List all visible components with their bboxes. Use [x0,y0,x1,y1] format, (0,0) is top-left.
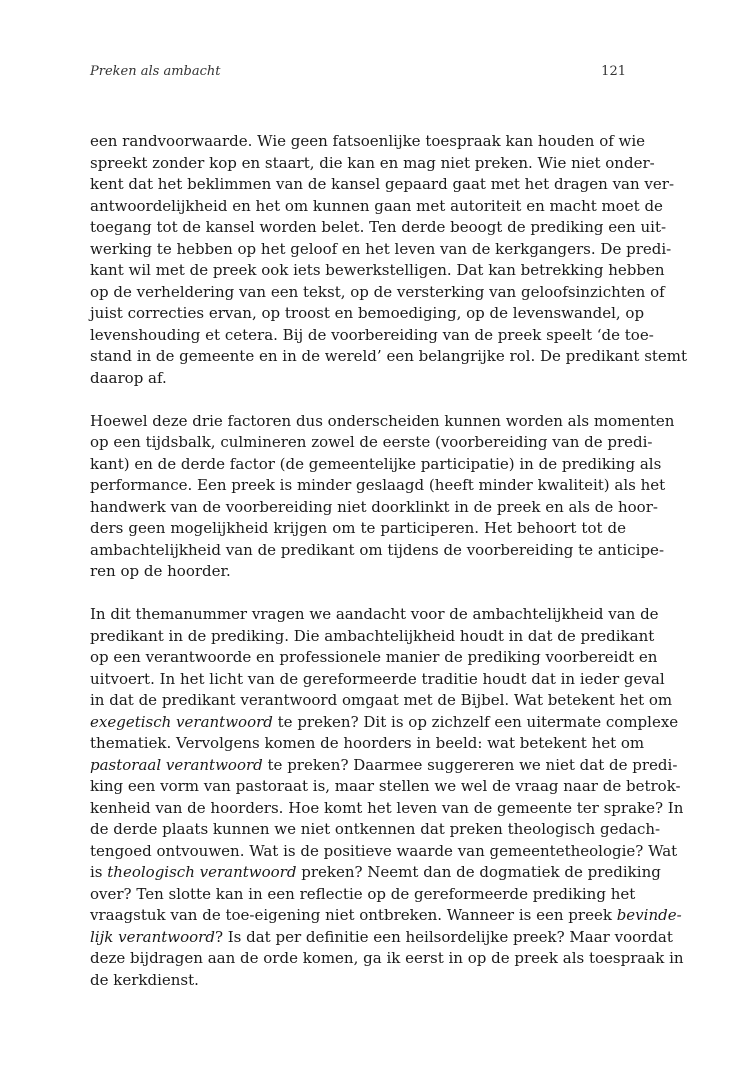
text-line: performance. Een preek is minder geslaagd (heeft minder kwaliteit) als het [90,476,666,494]
text-line: op een tijdsbalk, culmineren zowel de eerste (voorbereiding van de predi- [90,433,653,451]
text-line: op een verantwoorde en professionele manier de prediking voorbereidt en [90,648,658,666]
text-line: In dit themanummer vragen we aandacht voor de ambachtelijkheid van de [90,605,659,623]
text-line: king een vorm van pastoraat is, maar stellen we wel de vraag naar de betrok- [90,777,681,795]
text-line: ders geen mogelijkheid krijgen om te participeren. Het behoort tot de [90,519,626,537]
paragraph [90,131,688,389]
body-text [90,131,688,1013]
text-line: ren op de hoorder. [90,562,231,580]
text-line: tengoed ontvouwen. Wat is de positieve waarde van gemeentetheologie? Wat [90,841,678,860]
text-line: ambachtelijkheid van de predikant om tijdens de voorbereiding te anticipe- [90,540,665,559]
emphasis: lijk verantwoord [90,927,215,946]
text-line: kant) en de derde factor (de gemeentelijke participatie) in de prediking als [90,454,662,473]
text-line: kent dat het beklimmen van de kansel gepaard gaat met het dragen van ver- [90,175,675,193]
emphasis: theologisch verantwoord [107,863,297,881]
text-line: predikant in de prediking. Die ambachtelijkheid houdt in dat de predikant [90,626,655,645]
text-line: uitvoert. In het licht van de gereformeerde traditie houdt dat in ieder geval [90,669,665,688]
paragraph [90,411,675,583]
text-line: de kerkdienst. [90,970,199,989]
text-line: juist correcties ervan, op troost en bemoediging, op de levenswandel, op [90,304,645,322]
text-line: handwerk van de voorbereiding niet doorklinkt in de preek en als de hoor- [90,497,658,516]
text-line: antwoordelijkheid en het om kunnen gaan met autoriteit en macht moet de [90,196,663,215]
text-line: spreekt zonder kop en staart, die kan en mag niet preken. Wie niet onder- [90,153,655,172]
text-line: op de verheldering van een tekst, op de versterking van geloofsinzichten of [90,282,665,301]
text-line: Hoewel deze drie factoren dus onderscheiden kunnen worden als momenten [90,411,675,430]
text-line: pastoraal verantwoord te preken? Daarmee suggereren we niet dat de predi- [90,755,678,774]
page-number: 121 [601,64,626,79]
text-line: kant wil met de preek ook iets bewerkstelligen. Dat kan betrekking hebben [90,261,665,279]
text-line: de derde plaats kunnen we niet ontkennen dat preken theologisch gedach- [90,820,661,838]
text-line: stand in de gemeente en in de wereld’ een belangrijke rol. De predikant stemt [90,347,688,365]
emphasis: bevinde- [616,906,682,924]
text-line: werking te hebben op het geloof en het leven van de kerkgangers. De predi- [90,239,672,258]
text-line: een randvoorwaarde. Wie geen fatsoenlijke toespraak kan houden of wie [90,132,646,150]
text-line: over? Ten slotte kan in een reflectie op de gereformeerde prediking het [90,884,636,903]
text-line: daarop af. [90,368,167,387]
paragraph [90,604,684,991]
text-line: exegetisch verantwoord te preken? Dit is op zichzelf een uitermate complexe [90,712,679,731]
emphasis: pastoraal verantwoord [90,755,263,774]
text-line: lijk verantwoord? Is dat per definitie een heilsordelijke preek? Maar voordat [90,927,673,946]
text-line: is theologisch verantwoord preken? Neemt dan de dogmatiek de prediking [90,863,661,881]
text-line: kenheid van de hoorders. Hoe komt het leven van de gemeente ter sprake? In [90,798,684,817]
emphasis: exegetisch verantwoord [90,712,273,731]
text-line: deze bijdragen aan de orde komen, ga ik eerst in op de preek als toespraak in [90,949,684,967]
text-line: toegang tot de kansel worden belet. Ten derde beoogt de prediking een uit- [90,218,667,236]
text-line: vraagstuk van de toe-eigening niet ontbreken. Wanneer is een preek bevinde- [90,906,682,924]
running-head-title: Preken als ambacht [90,64,221,79]
text-line: in dat de predikant verantwoord omgaat met de Bijbel. Wat betekent het om [90,691,673,709]
text-line: levenshouding et cetera. Bij de voorbereiding van de preek speelt ‘de toe- [90,325,654,344]
text-line: thematiek. Vervolgens komen de hoorders in beeld: wat betekent het om [90,734,645,752]
